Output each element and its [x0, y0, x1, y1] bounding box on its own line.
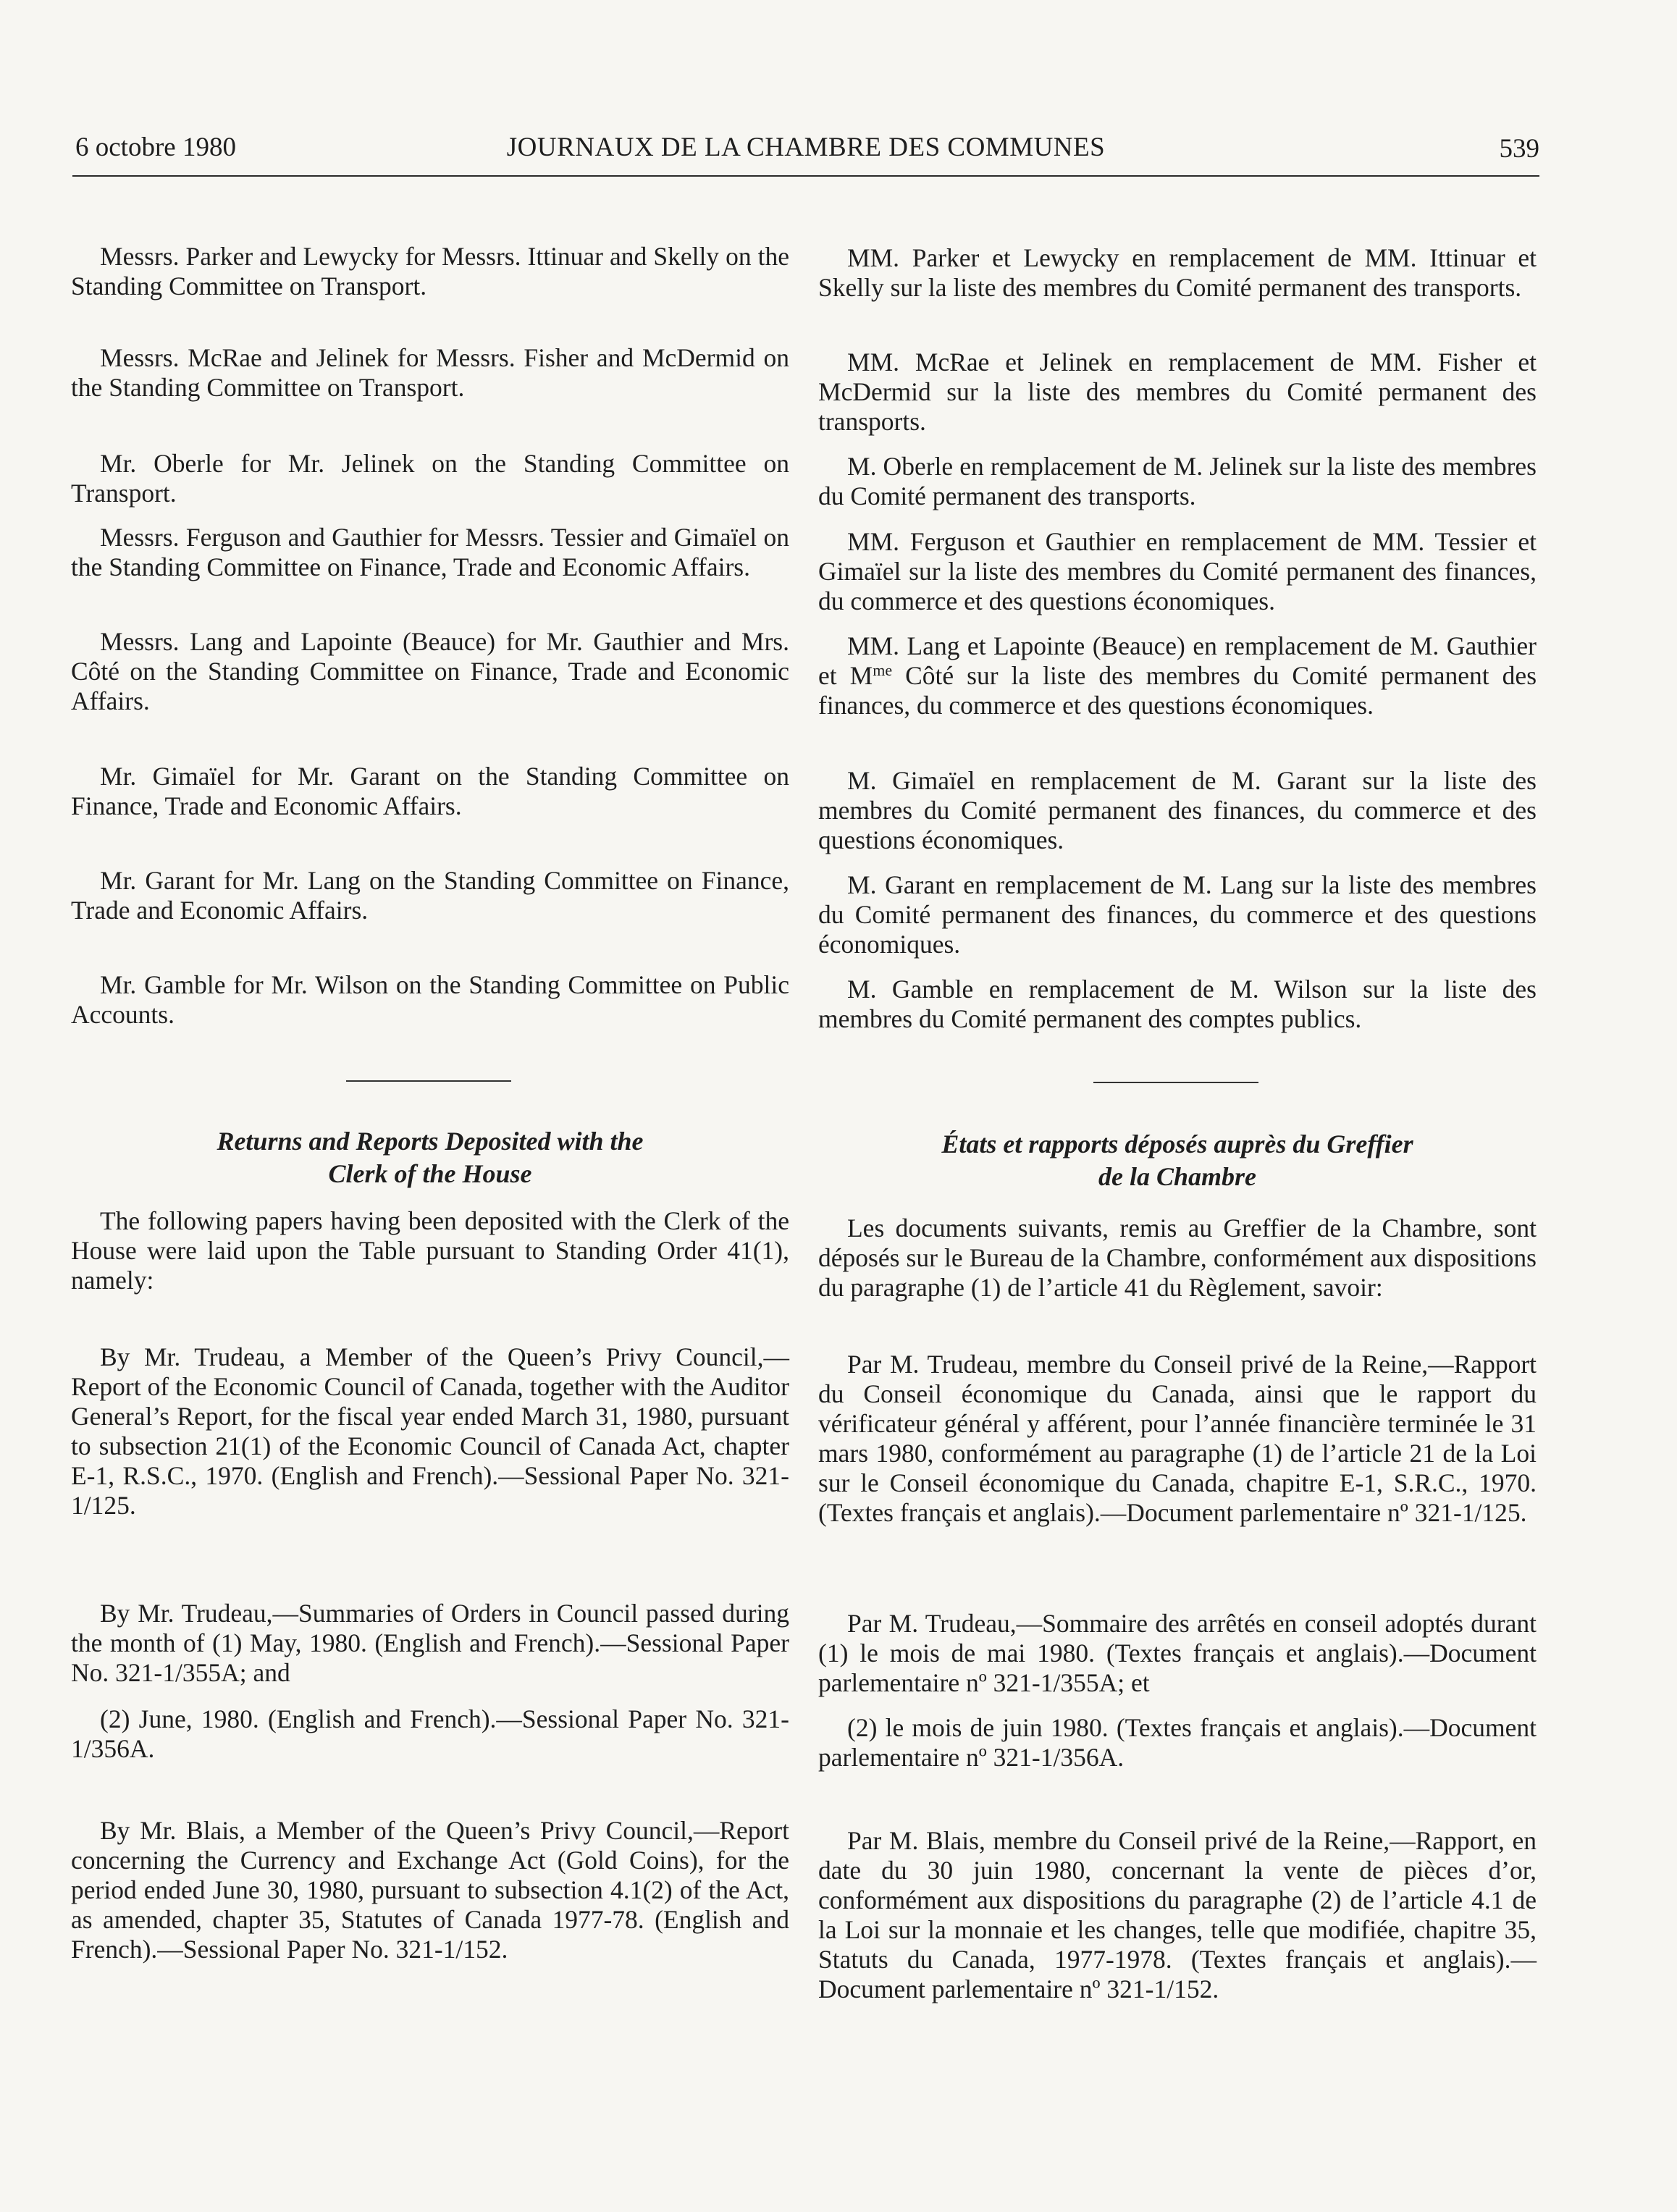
section-divider — [1093, 1082, 1258, 1083]
substitution-paragraph: Messrs. Lang and Lapointe (Beauce) for Mr. Gauthier and Mrs. Côté on the Standing Committee on Finance, Trade and Economic Affairs. — [71, 627, 789, 715]
substitution-text: Côté sur la liste des membres du Comité permanent des finances, du commerce et des questions économiques. — [818, 661, 1537, 720]
sessional-paper-entry: By Mr. Trudeau,—Summaries of Orders in Council passed during the month of (1) May, 1980. (English and French).—Sessional Paper No. 321-1/355A; and — [71, 1599, 789, 1687]
substitution-paragraph: M. Gamble en remplacement de M. Wilson sur la liste des membres du Comité permanent des comptes publics. — [818, 975, 1537, 1033]
superscript-abbrev: me — [873, 661, 893, 679]
section-heading-line: Returns and Reports Deposited with the — [217, 1127, 644, 1156]
substitution-paragraph — [818, 631, 1537, 720]
section-divider — [346, 1080, 511, 1082]
substitution-paragraph: MM. Parker et Lewycky en remplacement de MM. Ittinuar et Skelly sur la liste des membres du Comité permanent des transports. — [818, 243, 1537, 302]
substitution-paragraph: MM. Ferguson et Gauthier en remplacement de MM. Tessier et Gimaïel sur la liste des membres du Comité permanent des finances, du commerce et des questions économiques. — [818, 527, 1537, 615]
french-column — [818, 0, 1537, 2212]
sessional-paper-entry: Par M. Trudeau,—Sommaire des arrêtés en conseil adoptés durant (1) le mois de mai 1980. (Textes français et anglais).—Document parlementaire nº 321-1/355A; et — [818, 1609, 1537, 1697]
substitution-paragraph: Mr. Oberle for Mr. Jelinek on the Standing Committee on Transport. — [71, 449, 789, 508]
substitution-paragraph: M. Oberle en remplacement de M. Jelinek sur la liste des membres du Comité permanent des transports. — [818, 452, 1537, 510]
section-heading — [818, 1128, 1537, 1193]
section-heading-line: Clerk of the House — [328, 1159, 532, 1188]
section-heading-line: de la Chambre — [1098, 1162, 1256, 1191]
intro-paragraph: Les documents suivants, remis au Greffier de la Chambre, sont déposés sur le Bureau de la Chambre, conformément aux dispositions du paragraphe (1) de l’article 41 du Règlement, savoir: — [818, 1214, 1537, 1302]
sessional-paper-entry: (2) June, 1980. (English and French).—Sessional Paper No. 321-1/356A. — [71, 1704, 789, 1763]
substitution-paragraph: Mr. Gimaïel for Mr. Garant on the Standing Committee on Finance, Trade and Economic Affairs. — [71, 762, 789, 820]
page-number: 539 — [1499, 134, 1539, 164]
substitution-paragraph: MM. McRae et Jelinek en remplacement de MM. Fisher et McDermid sur la liste des membres du Comité permanent des transports. — [818, 348, 1537, 436]
substitution-paragraph: M. Garant en remplacement de M. Lang sur la liste des membres du Comité permanent des finances, du commerce et des questions économiques. — [818, 870, 1537, 959]
substitution-paragraph: Mr. Gamble for Mr. Wilson on the Standing Committee on Public Accounts. — [71, 970, 789, 1029]
sessional-paper-entry: (2) le mois de juin 1980. (Textes français et anglais).—Document parlementaire nº 321-1/356A. — [818, 1713, 1537, 1772]
substitution-paragraph: Messrs. McRae and Jelinek for Messrs. Fisher and McDermid on the Standing Committee on Transport. — [71, 343, 789, 402]
sessional-paper-entry: By Mr. Blais, a Member of the Queen’s Privy Council,—Report concerning the Currency and Exchange Act (Gold Coins), for the period ended June 30, 1980, pursuant to subsection 4.1(2) of the Act, as amended, chapter 35, Statutes of Canada 1977-78. (English and French).—Sessional Paper No. 321-1/152. — [71, 1816, 789, 1964]
sessional-paper-entry: Par M. Blais, membre du Conseil privé de la Reine,—Rapport, en date du 30 juin 1980, concernant la vente de pièces d’or, conformément aux dispositions du paragraphe (2) de l’article 4.1 de la Loi sur la monnaie et les changes, telle que modifiée, chapitre 35, Statuts du Canada, 1977-1978. (Textes français et anglais).—Document parlementaire nº 321-1/152. — [818, 1826, 1537, 2003]
sessional-paper-entry: By Mr. Trudeau, a Member of the Queen’s Privy Council,—Report of the Economic Council of Canada, together with the Auditor General’s Report, for the fiscal year ended March 31, 1980, pursuant to subsection 21(1) of the Economic Council of Canada Act, chapter E-1, R.S.C., 1970. (English and French).—Sessional Paper No. 321-1/125. — [71, 1342, 789, 1520]
substitution-paragraph: Mr. Garant for Mr. Lang on the Standing Committee on Finance, Trade and Economic Affairs. — [71, 866, 789, 925]
substitution-paragraph: M. Gimaïel en remplacement de M. Garant sur la liste des membres du Comité permanent des finances, du commerce et des questions économiques. — [818, 766, 1537, 854]
header-date: 6 octobre 1980 — [75, 133, 236, 162]
journal-title: JOURNAUX DE LA CHAMBRE DES COMMUNES — [506, 133, 1106, 162]
substitution-paragraph: Messrs. Ferguson and Gauthier for Messrs. Tessier and Gimaïel on the Standing Committee on Finance, Trade and Economic Affairs. — [71, 523, 789, 581]
sessional-paper-entry: Par M. Trudeau, membre du Conseil privé de la Reine,—Rapport du Conseil économique du Canada, ainsi que le rapport du vérificateur général y afférent, pour l’année financière terminée le 31 mars 1980, conformément au paragraphe (1) de l’article 21 de la Loi sur le Conseil économique du Canada, chapitre E-1, S.R.C., 1970. (Textes français et anglais).—Document parlementaire nº 321-1/125. — [818, 1350, 1537, 1527]
section-heading — [71, 1125, 789, 1190]
english-column — [71, 0, 789, 2212]
substitution-text: MM. Lang et Lapointe (Beauce) en remplacement de M. Gauthier et M — [818, 631, 1537, 690]
section-heading-line: États et rapports déposés auprès du Greffier — [941, 1130, 1413, 1158]
intro-paragraph: The following papers having been deposited with the Clerk of the House were laid upon the Table pursuant to Standing Order 41(1), namely: — [71, 1206, 789, 1295]
substitution-paragraph: Messrs. Parker and Lewycky for Messrs. Ittinuar and Skelly on the Standing Committee on Transport. — [71, 242, 789, 300]
